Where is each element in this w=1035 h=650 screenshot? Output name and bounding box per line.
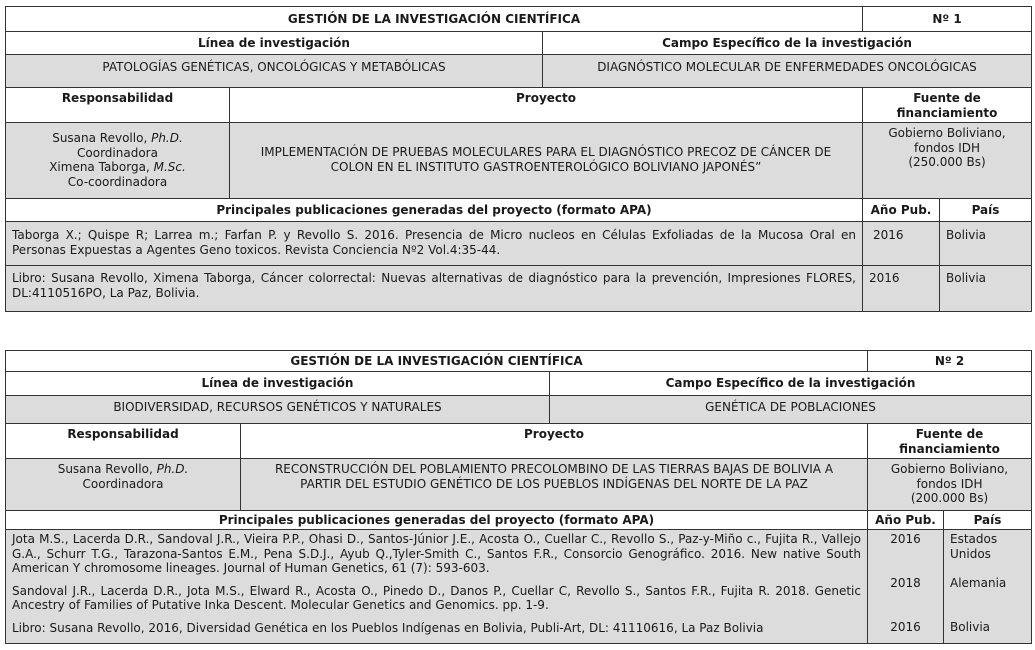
publication-country: Alemania	[950, 576, 1007, 590]
fuente-line: Gobierno Boliviano,	[888, 126, 1006, 140]
table-number: Nº 1	[863, 7, 1032, 32]
anio-label: Año Pub.	[863, 199, 940, 222]
country-line: Estados	[950, 532, 998, 546]
responsable-role: Coordinadora	[82, 476, 164, 491]
responsable-role: Coordinadora	[77, 145, 158, 160]
publication-year: 2016	[890, 620, 921, 634]
campo-label: Campo Específico de la investigación	[543, 32, 1032, 55]
publicaciones-header: Principales publicaciones generadas del proyecto (formato APA)	[6, 511, 868, 530]
fuente-line: (250.000 Bs)	[908, 155, 986, 169]
pais-label: País	[940, 199, 1032, 222]
publication-year: 2016	[890, 532, 921, 546]
responsable-degree: Ph.D.	[156, 462, 189, 476]
fuente-cell	[868, 459, 1032, 511]
campo-value: GENÉTICA DE POBLACIONES	[550, 396, 1032, 424]
table-title: GESTIÓN DE LA INVESTIGACIÓN CIENTÍFICA	[6, 351, 868, 372]
publication-text: Taborga X.; Quispe R; Larrea m.; Farfan P. y Revollo S. 2016. Presencia de Micro nucleos en Células Exfoliadas de la Mucosa Oral en Personas Expuestas a Agentes Geno toxicos. Revista Conciencia Nº2 Vol.4:35-44.	[6, 222, 863, 266]
campo-value: DIAGNÓSTICO MOLECULAR DE ENFERMEDADES ONCOLÓGICAS	[543, 55, 1032, 88]
linea-value: PATOLOGÍAS GENÉTICAS, ONCOLÓGICAS Y METABÓLICAS	[6, 55, 543, 88]
proyecto-label: Proyecto	[241, 424, 868, 459]
country-line: Unidos	[950, 546, 991, 561]
publication-country	[950, 532, 1025, 576]
linea-label: Línea de investigación	[6, 372, 550, 396]
table-number: Nº 2	[868, 351, 1032, 372]
pais-label: País	[944, 511, 1032, 530]
fuente-line: fondos IDH	[916, 476, 983, 491]
responsable-name: Susana Revollo,	[57, 462, 157, 476]
responsables-cell	[6, 123, 230, 199]
publication-year: 2016	[863, 266, 940, 312]
proyecto-label: Proyecto	[230, 88, 863, 123]
research-table-2	[5, 350, 1032, 644]
fuente-label-line: Fuente de	[913, 91, 981, 105]
publication-country: Bolivia	[940, 266, 1032, 312]
proyecto-line: IMPLEMENTACIÓN DE PRUEBAS MOLECULARES PARA EL DIAGNÓSTICO PRECOZ DE CÁNCER DE	[260, 145, 832, 159]
publication-text: Libro: Susana Revollo, 2016, Diversidad Genética en los Pueblos Indígenas en Bolivia, Publi-Art, DL: 41110616, La Paz Bolivia	[12, 620, 764, 635]
fuente-line: fondos IDH	[914, 140, 980, 155]
responsable-name: Susana Revollo,	[52, 131, 152, 145]
fuente-label	[868, 424, 1032, 459]
responsabilidad-label: Responsabilidad	[6, 88, 230, 123]
table-row	[6, 530, 1032, 644]
publication-year: 2018	[890, 576, 921, 590]
proyecto-line: RECONSTRUCCIÓN DEL POBLAMIENTO PRECOLOMBINO DE LAS TIERRAS BAJAS DE BOLIVIA A	[274, 462, 834, 476]
proyecto-cell	[230, 123, 863, 199]
proyecto-line: COLON EN EL INSTITUTO GASTROENTEROLÓGICO BOLIVIANO JAPONÉS”	[330, 159, 762, 174]
fuente-cell	[863, 123, 1032, 199]
table-row	[6, 266, 1032, 312]
responsable-degree: Ph.D.	[151, 131, 183, 145]
linea-label: Línea de investigación	[6, 32, 543, 55]
responsables-cell	[6, 459, 241, 511]
fuente-label-line: Fuente de	[915, 427, 984, 441]
publication-country: Bolivia	[950, 620, 991, 634]
fuente-line: Gobierno Boliviano,	[890, 462, 1009, 476]
publication-text: Libro: Susana Revollo, Ximena Taborga, Cáncer colorrectal: Nuevas alternativas de diagnóstico para la prevención, Impresiones FLORES, DL:4110516PO, La Paz, Bolivia.	[6, 266, 863, 312]
publications-cell	[6, 530, 868, 644]
responsabilidad-label: Responsabilidad	[6, 424, 241, 459]
linea-value: BIODIVERSIDAD, RECURSOS GENÉTICOS Y NATURALES	[6, 396, 550, 424]
anio-label: Año Pub.	[868, 511, 944, 530]
responsable-name: Ximena Taborga,	[49, 160, 154, 174]
table-title: GESTIÓN DE LA INVESTIGACIÓN CIENTÍFICA	[6, 7, 863, 32]
publication-year: 2016	[863, 222, 940, 266]
publication-text: Jota M.S., Lacerda D.R., Sandoval J.R., Vieira P.P., Ohasi D., Santos-Júnior J.E., Acosta O., Cuellar C., Revollo S., Paz-y-Miño c., Fujita R., Vallejo G.A., Schurr T.G., Tarazona-Santos E.M., Pena S.D.J., Ayub Q.,Tyler-Smith C., Santos F.R., Consorcio Genográfico. 2016. New native South American Y chromosome lineages. Journal of Human Genetics, 61 (7): 593-603.	[12, 532, 861, 575]
fuente-label-line: financiamiento	[896, 105, 998, 120]
responsable-role: Co-coordinadora	[67, 174, 168, 189]
responsable-degree: M.Sc.	[153, 160, 186, 174]
publication-country: Bolivia	[940, 222, 1032, 266]
publicaciones-header: Principales publicaciones generadas del proyecto (formato APA)	[6, 199, 863, 222]
proyecto-cell	[241, 459, 868, 511]
fuente-label-line: financiamiento	[899, 441, 1000, 456]
proyecto-line: PARTIR DEL ESTUDIO GENÉTICO DE LOS PUEBLOS INDÍGENAS DEL NORTE DE LA PAZ	[300, 476, 808, 491]
table-row	[6, 222, 1032, 266]
countries-cell	[944, 530, 1032, 644]
research-table-1	[5, 6, 1032, 312]
publication-text: Sandoval J.R., Lacerda D.R., Jota M.S., Elward R., Acosta O., Pinedo D., Danos P., Cuellar C, Revollo S., Santos F.R., Fujita R. 2018. Genetic Ancestry of Families of Putative Inka Descent. Molecular Genetics and Genomics. pp. 1-9.	[12, 583, 861, 612]
fuente-line: (200.000 Bs)	[910, 491, 989, 505]
fuente-label	[863, 88, 1032, 123]
campo-label: Campo Específico de la investigación	[550, 372, 1032, 396]
years-cell	[868, 530, 944, 644]
